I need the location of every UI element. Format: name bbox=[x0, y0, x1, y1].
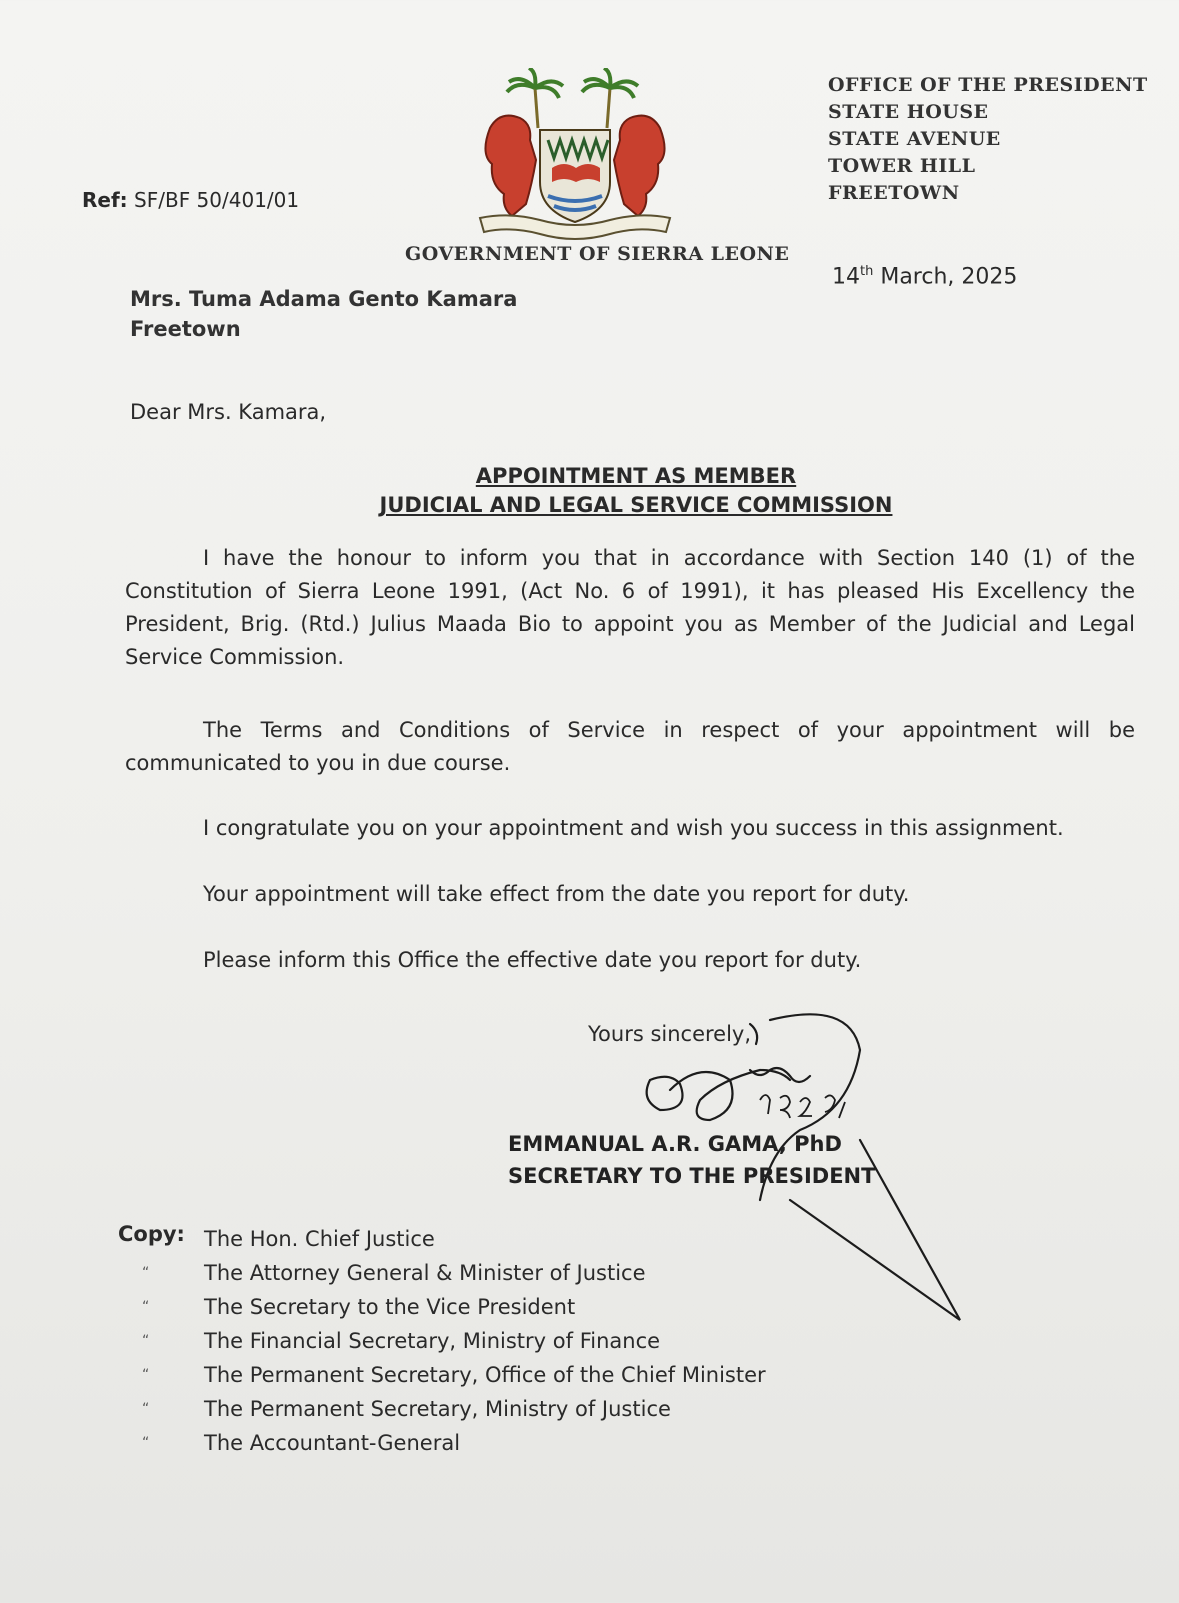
letter-date bbox=[832, 264, 1017, 289]
reference bbox=[82, 188, 299, 212]
signer-title: SECRETARY TO THE PRESIDENT bbox=[508, 1164, 876, 1188]
body-paragraph: Your appointment will take effect from the date you report for duty. bbox=[203, 882, 910, 906]
ditto-mark: “ bbox=[142, 1265, 150, 1281]
coat-of-arms-emblem bbox=[470, 68, 680, 243]
copy-recipient-text: The Permanent Secretary, Ministry of Justice bbox=[204, 1397, 671, 1421]
ditto-mark: “ bbox=[142, 1333, 150, 1349]
ditto-mark: “ bbox=[142, 1367, 150, 1383]
copy-recipient-text: The Hon. Chief Justice bbox=[204, 1227, 435, 1251]
copy-recipient-text: The Accountant-General bbox=[204, 1431, 461, 1455]
recipient-name: Mrs. Tuma Adama Gento Kamara bbox=[130, 287, 518, 311]
subject-line: JUDICIAL AND LEGAL SERVICE COMMISSION bbox=[379, 493, 893, 517]
ditto-mark: “ bbox=[142, 1299, 150, 1315]
ditto-mark: “ bbox=[142, 1435, 150, 1451]
date-month-year: March, 2025 bbox=[873, 264, 1018, 290]
ditto-mark: “ bbox=[142, 1401, 150, 1417]
copy-recipient bbox=[142, 1256, 964, 1290]
copy-recipient bbox=[142, 1324, 964, 1358]
copy-recipient bbox=[204, 1222, 964, 1256]
copy-recipient-text: The Permanent Secretary, Office of the Chief Minister bbox=[204, 1363, 766, 1387]
salutation: Dear Mrs. Kamara, bbox=[130, 400, 327, 424]
date-day: 14 bbox=[832, 264, 860, 290]
date-suffix: th bbox=[860, 264, 874, 279]
body-paragraph: I have the honour to inform you that in accordance with Section 140 (1) of the Constitution of Sierra Leone 1991, (Act No. 6 of 1991), it has pleased His Excellency the President, Brig. (Rtd.) Julius Maada Bio to appoint you as Member of the Judicial and Legal Service Commission. bbox=[125, 546, 1135, 669]
closing: Yours sincerely, bbox=[588, 1022, 752, 1046]
government-title: GOVERNMENT OF SIERRA LEONE bbox=[405, 243, 790, 265]
subject-line: APPOINTMENT AS MEMBER bbox=[475, 464, 797, 488]
address-line: FREETOWN bbox=[828, 182, 960, 204]
body-paragraph: The Terms and Conditions of Service in respect of your appointment will be communicated to you in due course. bbox=[125, 718, 1135, 775]
signer-name: EMMANUAL A.R. GAMA, PhD bbox=[508, 1132, 842, 1156]
copy-recipient bbox=[142, 1426, 964, 1460]
office-address bbox=[828, 72, 1148, 207]
body-paragraph: I congratulate you on your appointment and wish you success in this assignment. bbox=[203, 816, 1064, 840]
address-line: OFFICE OF THE PRESIDENT bbox=[828, 74, 1148, 96]
recipient-block bbox=[130, 284, 517, 344]
reference-value: SF/BF 50/401/01 bbox=[134, 188, 300, 212]
address-line: STATE AVENUE bbox=[828, 128, 1001, 150]
copy-recipient bbox=[142, 1290, 964, 1324]
address-line: STATE HOUSE bbox=[828, 101, 989, 123]
signer-block bbox=[508, 1128, 875, 1192]
copy-recipient-text: The Attorney General & Minister of Justice bbox=[204, 1261, 646, 1285]
copy-recipient bbox=[142, 1392, 964, 1426]
copy-recipient-text: The Financial Secretary, Ministry of Finance bbox=[204, 1329, 661, 1353]
reference-label: Ref: bbox=[82, 188, 128, 212]
copy-recipient bbox=[142, 1358, 964, 1392]
subject-heading bbox=[0, 462, 1179, 520]
copy-recipient-text: The Secretary to the Vice President bbox=[204, 1295, 576, 1319]
copy-label: Copy: bbox=[118, 1222, 185, 1246]
body-paragraph: Please inform this Office the effective date you report for duty. bbox=[203, 948, 862, 972]
address-line: TOWER HILL bbox=[828, 155, 976, 177]
lion-icon bbox=[485, 116, 536, 216]
lion-icon bbox=[614, 116, 665, 216]
recipient-city: Freetown bbox=[130, 317, 241, 341]
